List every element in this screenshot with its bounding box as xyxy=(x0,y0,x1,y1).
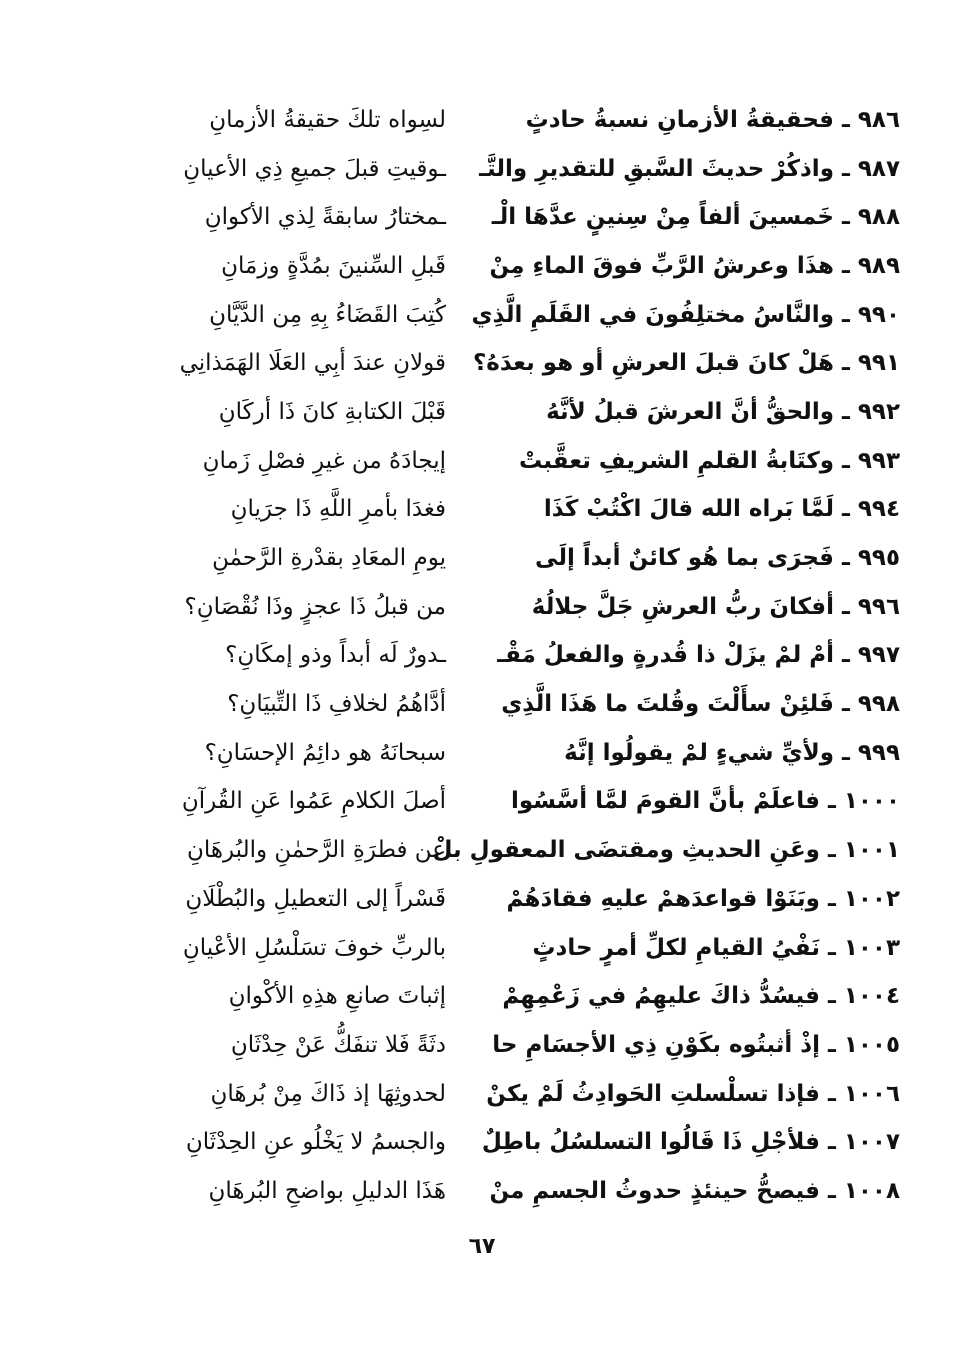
verse-row xyxy=(70,729,900,778)
verse-first-hemistich: ٩٨٦ ـ فحقيقةُ الأزمانِ نسبةُ حادثٍ xyxy=(525,106,900,133)
verse-row xyxy=(70,778,900,827)
verse-row xyxy=(70,486,900,535)
verse-first-hemistich: ١٠٠٥ ـ إذْ أثبتُوه بكَوْنِ ذِي الأجسَامِ حا xyxy=(492,1031,900,1058)
verse-second-hemistich: قَبلِ السِّنينَ بمُدَّةٍ وزمَانِ xyxy=(221,252,446,279)
verse-first-hemistich: ٩٨٧ ـ واذكُرْ حديثَ السَّبقِ للتقديرِ والتَّـ xyxy=(479,155,900,182)
verse-second-hemistich: والجسمُ لا يَخْلُو عنِ الحِدْثَانِ xyxy=(185,1129,446,1156)
verse-second-hemistich: أصلَ الكلامِ عَمُوا عَنِ القُرآنِ xyxy=(181,788,446,815)
verse-second-hemistich: لحدوثِهَا إذ ذَاكَ مِنْ بُرهَانِ xyxy=(210,1080,446,1107)
verse-first-hemistich: ٩٨٩ ـ هذَا وعرشُ الرَّبِّ فوقَ الماءِ مِنْ xyxy=(489,252,900,279)
verse-first-hemistich: ٩٨٨ ـ خَمسينَ ألفاً مِنْ سِنينٍ عدَّهَا الْـ xyxy=(491,204,900,231)
verse-second-hemistich: إثباتَ صانعِ هذِهِ الأكْوانِ xyxy=(228,983,446,1010)
verse-row xyxy=(70,1070,900,1119)
verse-row xyxy=(70,534,900,583)
verse-row xyxy=(70,96,900,145)
verse-first-hemistich: ١٠٠٤ ـ فيسُدُّ ذاكَ عليهِمُ في زَعْمِهِمْ xyxy=(502,983,900,1010)
verse-row xyxy=(70,875,900,924)
verse-first-hemistich: ٩٩٥ ـ فَجرَى بما هُو كائنٌ أبداً إلَى xyxy=(535,545,900,572)
verse-row xyxy=(70,1021,900,1070)
verse-second-hemistich: يومِ المعَادِ بقدْرةِ الرَّحمٰنِ xyxy=(212,545,446,572)
verse-first-hemistich: ١٠٠٦ ـ فإذا تسلْسلتِ الحَوادِثُ لَمْ يكنْ xyxy=(486,1080,900,1107)
verse-second-hemistich: إيجادَهُ من غيرِ فصْلِ زَمانِ xyxy=(202,447,446,474)
verse-first-hemistich: ٩٩٤ ـ لَمَّا بَراه الله قالَ اكْتُبْ كَذَا xyxy=(543,496,900,523)
verse-first-hemistich: ٩٩٩ ـ ولأيِّ شيءٍ لمْ يقولُوا إنَّهُ xyxy=(564,739,900,766)
verse-second-hemistich: لسِواه تلكَ حقيقةُ الأزمانِ xyxy=(209,106,446,133)
verse-second-hemistich: ـوقيتِ قبلَ جميعِ ذِي الأعيانِ xyxy=(183,155,446,182)
verse-second-hemistich: قَبْلَ الكتابةِ كانَ ذَا أركَانِ xyxy=(218,398,446,425)
verse-first-hemistich: ٩٩١ ـ هَلْ كانَ قبلَ العرشِ أو هو بعدَهُ؟ xyxy=(472,350,900,377)
verse-row xyxy=(70,339,900,388)
verse-second-hemistich: بالربِّ خوفَ تسَلْسُلِ الأعْيانِ xyxy=(182,934,446,961)
verse-row xyxy=(70,924,900,973)
verse-first-hemistich: ٩٩٢ ـ والحقُّ أنَّ العرشَ قبلُ لأنَّهُ xyxy=(546,398,900,425)
verse-first-hemistich: ١٠٠٠ ـ فاعلَمْ بأنَّ القومَ لمَّا أسَّسُوا xyxy=(510,788,900,815)
verse-second-hemistich: أدَّاهُمُ لخلافِ ذَا التِّبيَانِ؟ xyxy=(227,691,446,718)
verse-second-hemistich: فغدَا بأمرِ اللَّهِ ذَا جرَيانِ xyxy=(230,496,446,523)
verse-second-hemistich: عن فطرَةِ الرَّحمٰنِ والبُرهَانِ xyxy=(186,837,446,864)
verse-row xyxy=(70,193,900,242)
verse-row xyxy=(70,291,900,340)
verse-first-hemistich: ٩٩٧ ـ أمْ لمْ يزَلْ ذا قُدرةٍ والفعلُ مَقْـ xyxy=(497,642,900,669)
verse-first-hemistich: ١٠٠٨ ـ فيصحُّ حينئذٍ حدوثُ الجسمِ منْ xyxy=(489,1177,900,1204)
verse-second-hemistich: سبحانَهُ هو دائِمُ الإحسَانِ؟ xyxy=(204,739,446,766)
page-number: ٦٧ xyxy=(468,1234,496,1259)
verse-second-hemistich: كُتِبَ القَضَاءُ بِهِ مِن الدَّيَّانِ xyxy=(209,301,446,328)
verse-row xyxy=(70,972,900,1021)
verse-row xyxy=(70,632,900,681)
verse-row xyxy=(70,388,900,437)
verse-first-hemistich: ٩٩٨ ـ فَلئِنْ سأَلْتَ وقُلتَ ما هَذَا الَّذِي xyxy=(501,691,900,718)
verse-second-hemistich: دثَةً فَلا تنفَكُّ عَنْ حِدْثَانِ xyxy=(230,1031,446,1058)
verse-row xyxy=(70,145,900,194)
verse-first-hemistich: ١٠٠١ ـ وعَنِ الحديثِ ومقتضَى المعقولِ بلْ xyxy=(432,837,900,864)
verse-first-hemistich: ٩٩٦ ـ أفكانَ ربُّ العرشِ جَلَّ جلالُهُ xyxy=(531,593,900,620)
verse-second-hemistich: هَذَا الدليلِ بواضحِ البُرهَانِ xyxy=(208,1177,446,1204)
verse-row xyxy=(70,242,900,291)
verse-second-hemistich: قَسْراً إلى التعطيلِ والبُطْلَانِ xyxy=(185,885,446,912)
verse-first-hemistich: ٩٩٠ ـ والنَّاسُ مختلِفُونَ في القَلَمِ الَّذِي xyxy=(471,301,900,328)
verse-second-hemistich: قولانِ عندَ أبِي العَلَا الهَمَذانِي xyxy=(179,350,446,377)
verse-row xyxy=(70,1167,900,1216)
verse-first-hemistich: ١٠٠٢ ـ وبَنَوْا قواعدَهمْ عليهِ فقادَهُمْ xyxy=(506,885,900,912)
verse-second-hemistich: ـمختارُ سابقةً لِذي الأكوانِ xyxy=(204,204,446,231)
verse-row xyxy=(70,1118,900,1167)
verse-row xyxy=(70,826,900,875)
verse-first-hemistich: ١٠٠٧ ـ فلأجْلِ ذَا قَالُوا التسلسُلُ باطِلٌ xyxy=(481,1129,900,1156)
verse-row xyxy=(70,437,900,486)
verse-second-hemistich: من قبلُ ذَا عجزٍ وذَا نُقْصَانِ؟ xyxy=(184,593,446,620)
verse-row xyxy=(70,680,900,729)
verse-row xyxy=(70,583,900,632)
poem-verses xyxy=(70,96,900,1216)
verse-second-hemistich: ـدورٌ لَه أبداً وذو إمكَانِ؟ xyxy=(225,642,446,669)
verse-first-hemistich: ٩٩٣ ـ وكتَابةُ القلمِ الشريفِ تعقَّبتْ xyxy=(519,447,900,474)
verse-first-hemistich: ١٠٠٣ ـ نَفْيُ القيامِ لكلِّ أمرٍ حادثٍ xyxy=(532,934,900,961)
